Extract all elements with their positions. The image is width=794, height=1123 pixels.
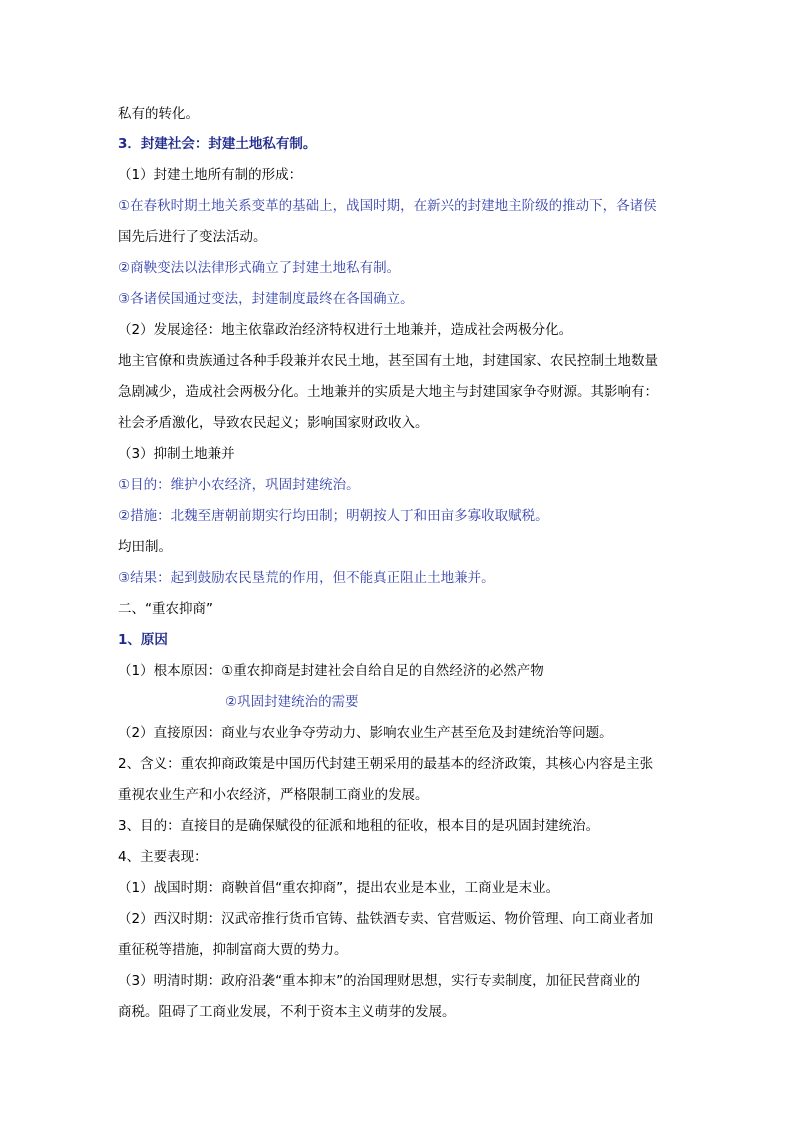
text-line: ②商鞅变法以法律形式确立了封建土地私有制。 xyxy=(118,260,401,276)
text-line: 急剧减少，造成社会两极分化。土地兼并的实质是大地主与封建国家争夺财源。其影响有： xyxy=(118,384,658,400)
text-line: ③结果：起到鼓励农民垦荒的作用，但不能真正阻止土地兼并。 xyxy=(118,570,495,586)
subheading: 4、主要表现： xyxy=(118,849,208,865)
text-line: 商税。阻碍了工商业发展，不利于资本主义萌芽的发展。 xyxy=(118,1004,456,1020)
text-line: 2、含义：重农抑商政策是中国历代封建王朝采用的最基本的经济政策，其核心内容是主张 xyxy=(118,756,654,772)
text-line: ①目的：维护小农经济，巩固封建统治。 xyxy=(118,477,360,493)
text-line: 重视农业生产和小农经济，严格限制工商业的发展。 xyxy=(118,787,429,803)
text-line: ②巩固封建统治的需要 xyxy=(225,694,359,710)
text-line: （2）西汉时期：汉武帝推行货币官铸、盐铁酒专卖、官营贩运、物价管理、向工商业者加 xyxy=(118,911,654,927)
subheading: （3）抑制土地兼并 xyxy=(118,446,235,462)
text-line: 私有的转化。 xyxy=(118,106,199,122)
text-line: （1）战国时期：商鞅首倡“重农抑商”，提出农业是本业，工商业是末业。 xyxy=(118,880,560,896)
text-line: 国先后进行了变法活动。 xyxy=(118,229,267,245)
text-line: ②措施：北魏至唐朝前期实行均田制；明朝按人丁和田亩多寡收取赋税。 xyxy=(118,508,549,524)
subheading: （2）发展途径：地主依靠政治经济特权进行土地兼并，造成社会两极分化。 xyxy=(118,322,573,338)
subheading: （1）封建土地所有制的形成： xyxy=(118,167,303,183)
text-line: 地主官僚和贵族通过各种手段兼并农民土地，甚至国有土地，封建国家、农民控制土地数量 xyxy=(118,353,658,369)
section-heading: 3．封建社会：封建土地私有制。 xyxy=(118,136,317,152)
text-line: 社会矛盾激化，导致农民起义；影响国家财政收入。 xyxy=(118,415,429,431)
text-line: ①在春秋时期土地关系变革的基础上，战国时期，在新兴的封建地主阶级的推动下，各诸侯 xyxy=(118,198,657,214)
text-line: （2）直接原因：商业与农业争夺劳动力、影响农业生产甚至危及封建统治等问题。 xyxy=(118,725,613,741)
section-heading: 1、原因 xyxy=(118,632,168,648)
text-line: 重征税等措施，抑制富商大贾的势力。 xyxy=(118,942,348,958)
text-line: ③各诸侯国通过变法，封建制度最终在各国确立。 xyxy=(118,291,414,307)
text-line: 均田制。 xyxy=(118,539,172,555)
text-line: （3）明清时期：政府沿袭“重本抑末”的治国理财思想，实行专卖制度，加征民营商业的 xyxy=(118,973,641,989)
section-heading: 二、“重农抑商” xyxy=(118,601,213,617)
text-line: 3、目的：直接目的是确保赋役的征派和地租的征收，根本目的是巩固封建统治。 xyxy=(118,818,600,834)
text-line: （1）根本原因：①重农抑商是封建社会自给自足的自然经济的必然产物 xyxy=(118,663,544,679)
